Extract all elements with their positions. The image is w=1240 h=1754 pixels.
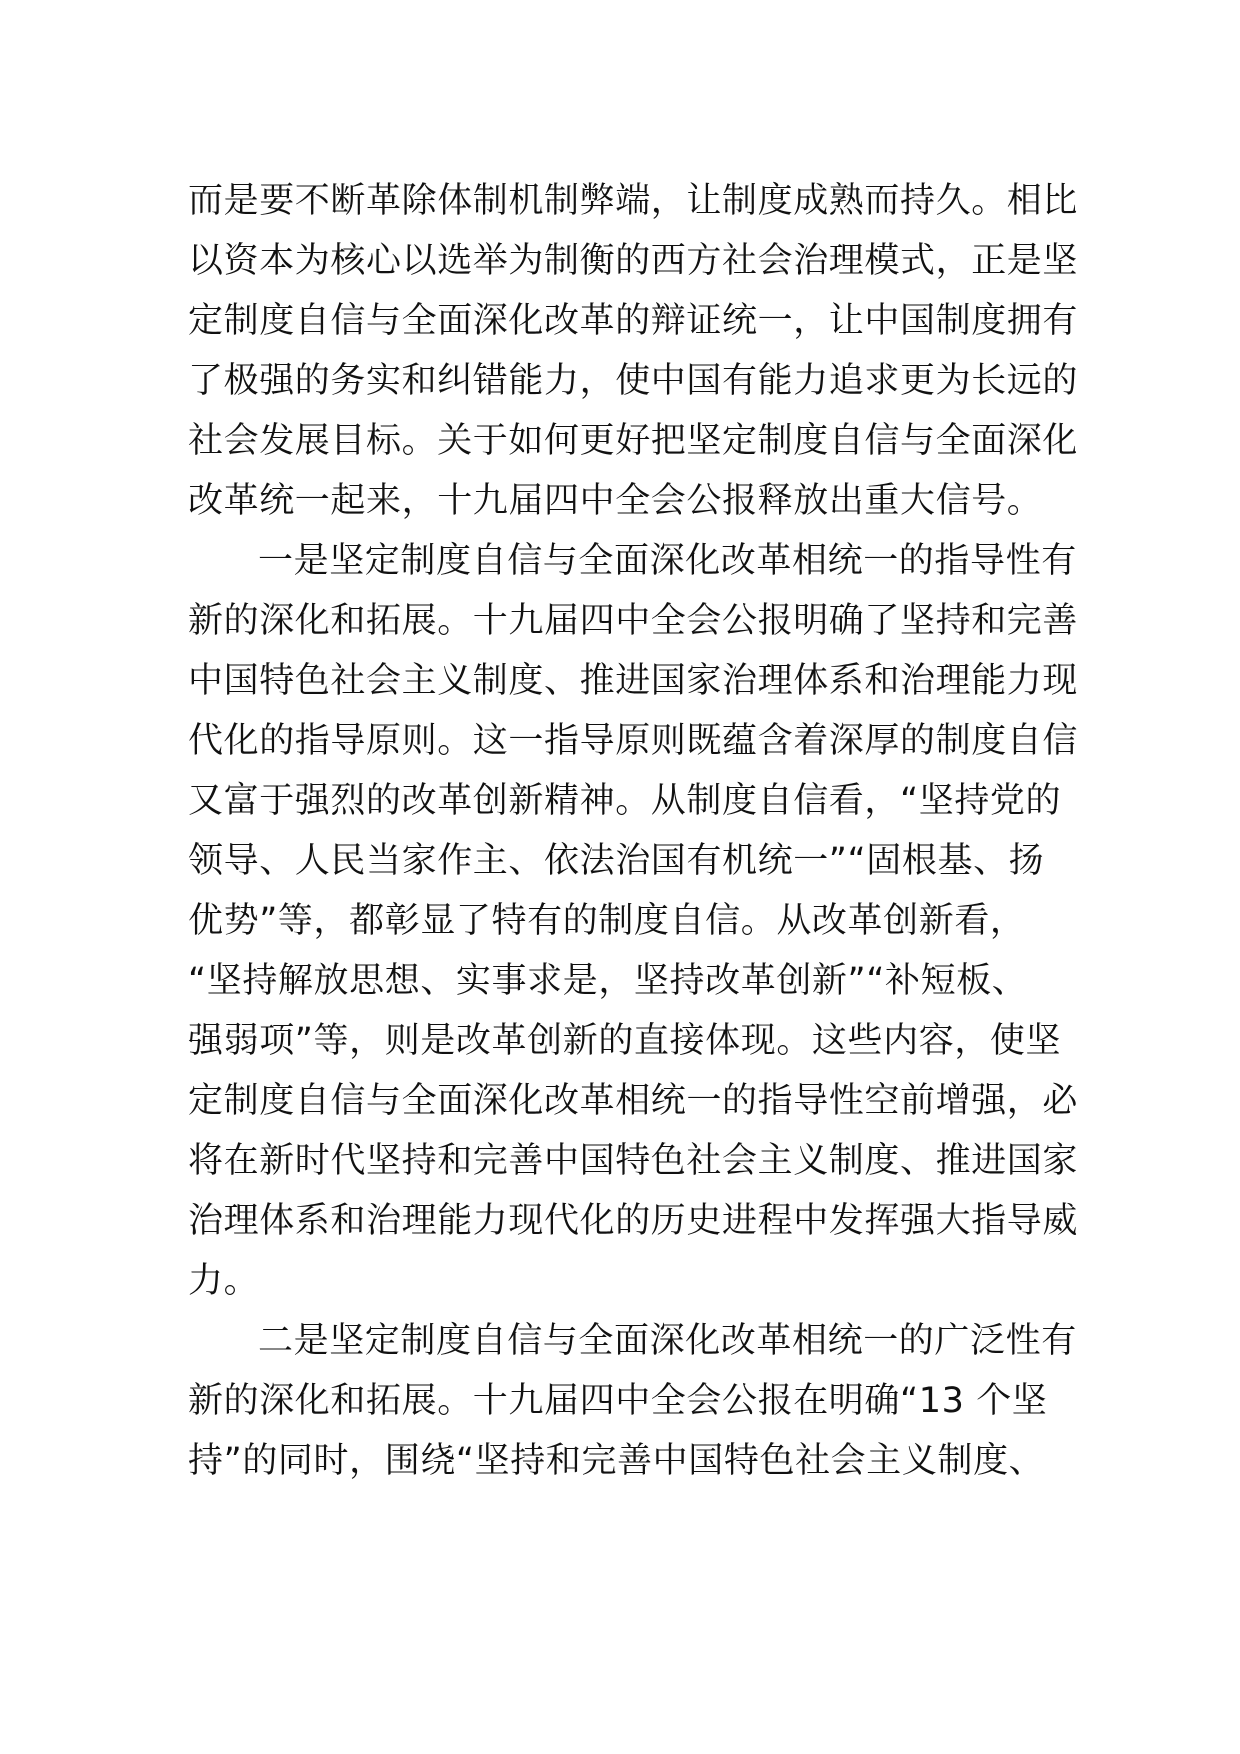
text-line: 持”的同时，围绕“坚持和完善中国特色社会主义制度、 xyxy=(188,1441,1045,1481)
text-line: 中国特色社会主义制度、推进国家治理体系和治理能力现 xyxy=(188,661,1079,701)
text-line: 将在新时代坚持和完善中国特色社会主义制度、推进国家 xyxy=(188,1141,1079,1181)
text-line: 力。 xyxy=(188,1261,260,1301)
text-line: 领导、人民当家作主、依法治国有机统一”“固根基、扬 xyxy=(188,841,1045,881)
text-line: “坚持解放思想、实事求是，坚持改革创新”“补短板、 xyxy=(188,961,1028,1001)
text-line: 新的深化和拓展。十九届四中全会公报在明确“13 个坚 xyxy=(188,1381,1048,1421)
text-line: 定制度自信与全面深化改革相统一的指导性空前增强，必 xyxy=(188,1081,1079,1121)
text-line: 以资本为核心以选举为制衡的西方社会治理模式，正是坚 xyxy=(188,241,1079,281)
text-line: 改革统一起来，十九届四中全会公报释放出重大信号。 xyxy=(188,481,1043,521)
text-line: 新的深化和拓展。十九届四中全会公报明确了坚持和完善 xyxy=(188,601,1079,641)
text-line: 又富于强烈的改革创新精神。从制度自信看，“坚持党的 xyxy=(188,781,1062,821)
paragraph-first-line: 二是坚定制度自信与全面深化改革相统一的广泛性有 xyxy=(258,1321,1077,1361)
text-line: 代化的指导原则。这一指导原则既蕴含着深厚的制度自信 xyxy=(188,721,1079,761)
text-line: 优势”等，都彰显了特有的制度自信。从改革创新看， xyxy=(188,901,1026,941)
text-line: 强弱项”等，则是改革创新的直接体现。这些内容，使坚 xyxy=(188,1021,1062,1061)
paragraph-first-line: 一是坚定制度自信与全面深化改革相统一的指导性有 xyxy=(258,541,1077,581)
text-line: 定制度自信与全面深化改革的辩证统一，让中国制度拥有 xyxy=(188,301,1079,341)
text-line: 治理体系和治理能力现代化的历史进程中发挥强大指导威 xyxy=(188,1201,1079,1241)
text-line: 而是要不断革除体制机制弊端，让制度成熟而持久。相比 xyxy=(188,181,1079,221)
text-line: 了极强的务实和纠错能力，使中国有能力追求更为长远的 xyxy=(188,361,1079,401)
text-line: 社会发展目标。关于如何更好把坚定制度自信与全面深化 xyxy=(188,421,1079,461)
